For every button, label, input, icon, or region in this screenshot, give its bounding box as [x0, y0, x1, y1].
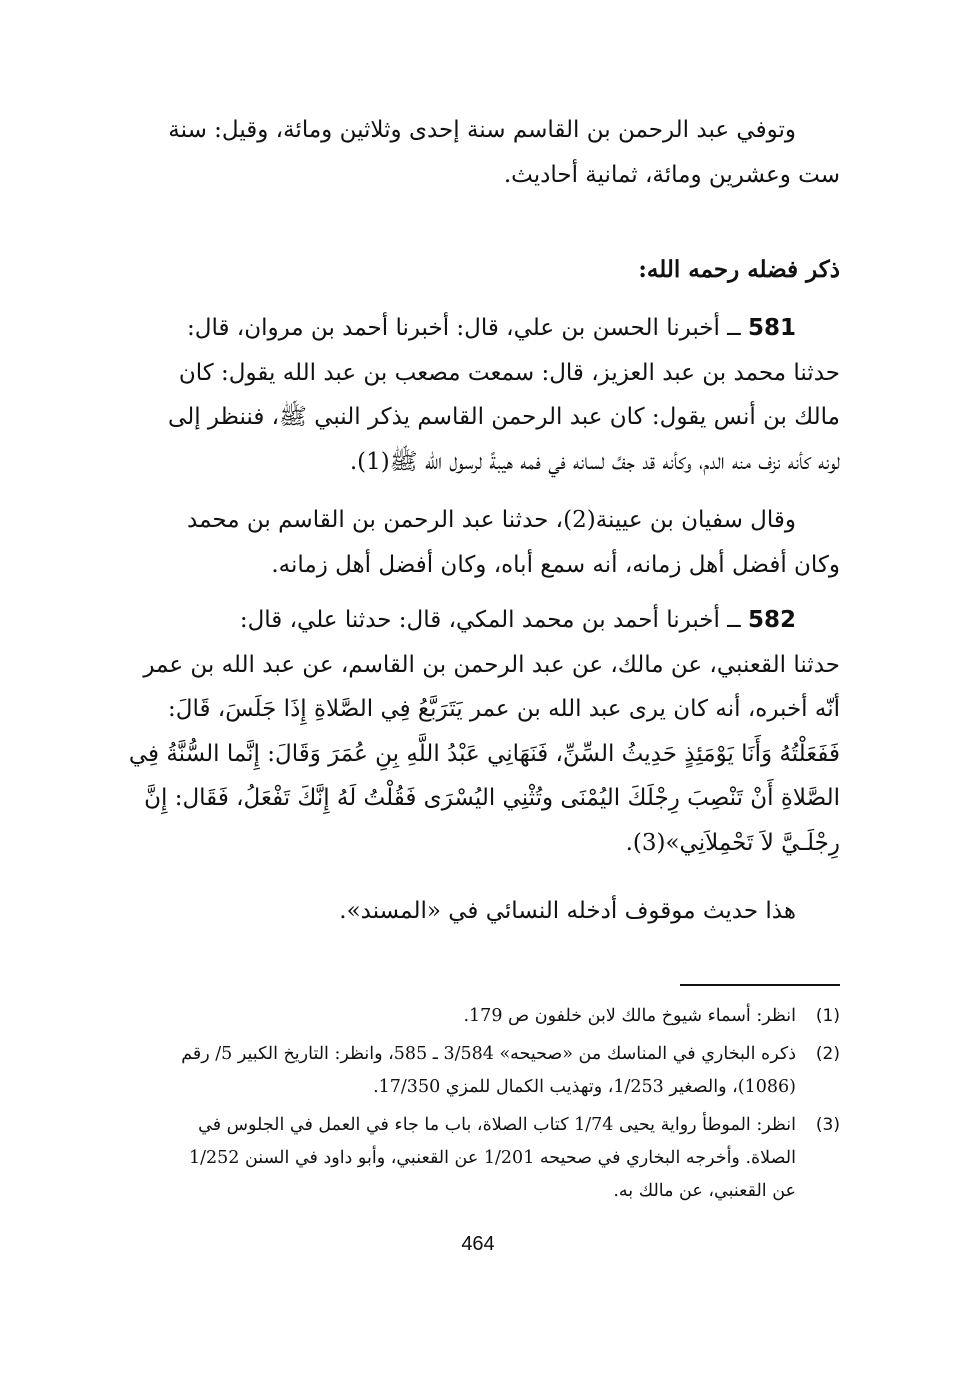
footnote-1	[82, 1000, 840, 1033]
text-line: ست وعشرين ومائة، ثمانية أحاديث.	[503, 161, 840, 188]
hadith-582-first-line	[82, 598, 840, 643]
footnote-text: ذكره البخاري في المناسك من «صحيحه» 3/584 ـ 585، وانظر: التاريخ الكبير 5/ رقم	[181, 1044, 796, 1064]
sufyan-paragraph	[82, 498, 840, 587]
text-line: لونه كأنه نزف منه الدم، وكأنه قد جفَّ لسانه في فمه هيبةً لرسول الله ﷺ(1).	[349, 448, 840, 475]
footnote-marker: (2)	[815, 1044, 840, 1064]
text-line: مالك بن أنس يقول: كان عبد الرحمن القاسم يذكر النبي ﷺ، فننظر إلى	[168, 404, 840, 430]
hadith-number: 581	[747, 315, 796, 341]
intro-paragraph	[82, 108, 840, 197]
footnote-marker: (3)	[815, 1115, 840, 1135]
text-line: ــ أخبرنا الحسن بن علي، قال: أخبرنا أحمد بن مروان، قال:	[187, 315, 741, 341]
page-number: 464	[461, 1233, 495, 1255]
section-heading: ذكر فضله رحمه الله:	[638, 256, 840, 283]
text-line: وكان أفضل أهل زمانه، أنه سمع أباه، وكان أفضل أهل زمانه.	[271, 551, 840, 578]
text-line: رِجْلَـيَّ لاَ تَحْمِلاَنِي»(3).	[625, 829, 840, 856]
footnote-text: انظر: أسماء شيوخ مالك لابن خلفون ص 179.	[463, 1006, 796, 1026]
footnote-text: عن القعنبي، عن مالك به.	[613, 1181, 796, 1201]
footnote-text: انظر: الموطأ رواية يحيى 1/74 كتاب الصلاة، باب ما جاء في العمل في الجلوس في	[198, 1115, 796, 1135]
hadith-581	[82, 306, 840, 484]
text-line: أنّه أخبره، أنه كان يرى عبد الله بن عمر يَتَرَبَّعُ فِي الصَّلاةِ إِذَا جَلَسَ، قَالَ:	[168, 696, 840, 722]
hadith-number: 582	[747, 607, 796, 633]
hadith-582	[82, 598, 840, 865]
text-line: حدثنا محمد بن عبد العزيز، قال: سمعت مصعب بن عبد الله يقول: كان	[178, 359, 840, 386]
text-line: فَفَعَلْتُهُ وَأَنَا يَوْمَئِذٍ حَدِيثُ السِّنِّ، فَنَهَانِي عَبْدُ اللَّهِ بِنِ عُمَرَ وَقَالَ: إِنَّما السُّنَّةُ فِي	[128, 740, 840, 767]
text-line: وتوفي عبد الرحمن بن القاسم سنة إحدى وثلاثين ومائة، وقيل: سنة	[168, 117, 796, 143]
text-line: ــ أخبرنا أحمد بن محمد المكي، قال: حدثنا علي، قال:	[239, 607, 741, 633]
text-line: هذا حديث موقوف أدخله النسائي في «المسند».	[339, 898, 796, 924]
footnote-text: (1086)، والصغير 1/253، وتهذيب الكمال للمزي 17/350.	[373, 1077, 796, 1097]
hadith-581-first-line	[82, 306, 840, 351]
text-line: الصَّلاةِ أَنْ تَنْصِبَ رِجْلَكَ اليُمْنَى وتُثْنِي اليُسْرَى فَقُلْتُ لَهُ إِنَّكَ تَفْعَلُ، فَقَال: إِنَّ	[144, 785, 840, 811]
footnote-separator	[680, 984, 840, 986]
footnote-3	[82, 1109, 840, 1208]
closing-remark	[82, 889, 840, 934]
text-line: حدثنا القعنبي، عن مالك، عن عبد الرحمن بن القاسم، عن عبد الله بن عمر	[143, 651, 840, 678]
footnote-text: الصلاة. وأخرجه البخاري في صحيحه 1/201 عن القعنبي، وأبو داود في السنن 1/252	[188, 1148, 796, 1168]
footnote-marker: (1)	[815, 1006, 840, 1026]
footnote-2	[82, 1038, 840, 1104]
text-line: وقال سفيان بن عيينة(2)، حدثنا عبد الرحمن بن القاسم بن محمد	[187, 507, 796, 533]
footnotes	[82, 1000, 840, 1213]
